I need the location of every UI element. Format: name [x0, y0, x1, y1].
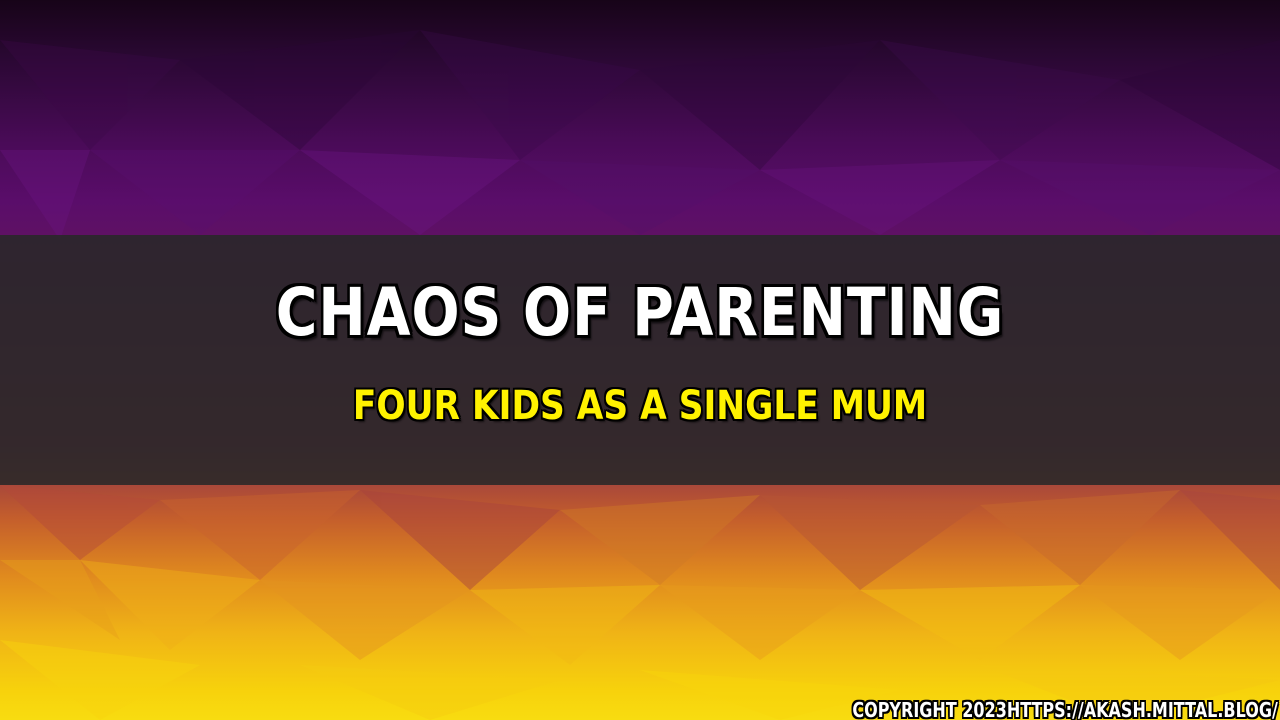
copyright-footer: COPYRIGHT 2023HTTPS://AKASH.MITTAL.BLOG/ — [852, 698, 1278, 720]
page-subtitle: FOUR KIDS AS A SINGLE MUM — [352, 383, 928, 429]
page-title: CHAOS OF PARENTING — [275, 274, 1005, 351]
